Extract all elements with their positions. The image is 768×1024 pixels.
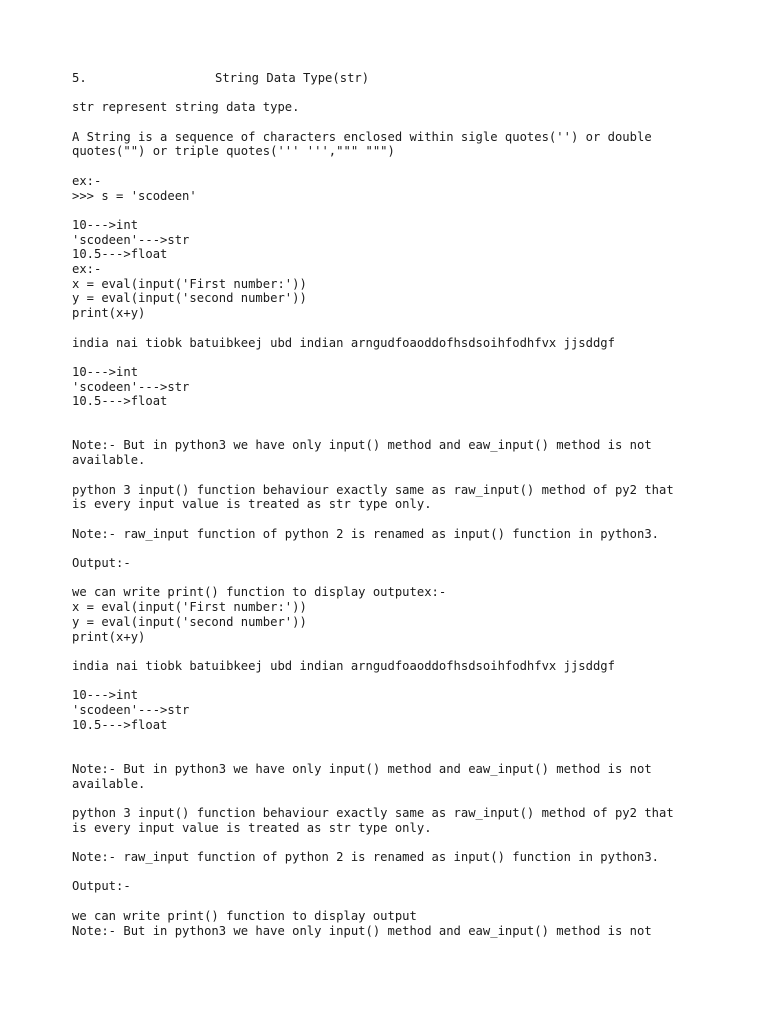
- text-line: Note:- But in python3 we have only input() method and eaw_input() method is not: [72, 761, 652, 776]
- text-paragraph: [72, 909, 752, 938]
- text-paragraph: [72, 438, 752, 467]
- text-paragraph: [72, 585, 752, 644]
- text-paragraph: [72, 556, 752, 571]
- text-line: Note:- But in python3 we have only input() method and eaw_input() method is not: [72, 923, 652, 938]
- text-line: python 3 input() function behaviour exactly same as raw_input() method of py2 that: [72, 805, 674, 820]
- text-line: 10--->int: [72, 688, 139, 703]
- text-paragraph: [72, 174, 752, 203]
- text-line: we can write print() function to display outputex:-: [72, 585, 447, 600]
- text-line: quotes("") or triple quotes(''' ''',""" """): [72, 144, 395, 159]
- text-line: print(x+y): [72, 629, 146, 644]
- text-line: 10.5--->float: [72, 717, 168, 732]
- document-body: [72, 100, 752, 938]
- text-line: >>> s = 'scodeen': [72, 188, 197, 203]
- text-line: available.: [72, 776, 146, 791]
- text-paragraph: [72, 527, 752, 542]
- text-line: ex:-: [72, 173, 102, 188]
- text-paragraph: [72, 100, 752, 115]
- text-line: A String is a sequence of characters enclosed within sigle quotes('') or double: [72, 129, 652, 144]
- text-paragraph: [72, 336, 752, 351]
- text-line: india nai tiobk batuibkeej ubd indian arngudfoaoddofhsdsoihfodhfvx jjsddgf: [72, 658, 615, 673]
- text-line: Output:-: [72, 556, 131, 571]
- text-line: str represent string data type.: [72, 100, 300, 115]
- text-line: india nai tiobk batuibkeej ubd indian arngudfoaoddofhsdsoihfodhfvx jjsddgf: [72, 335, 615, 350]
- text-paragraph: [72, 806, 752, 835]
- text-line: 10.5--->float: [72, 394, 168, 409]
- text-line: x = eval(input('First number:')): [72, 276, 307, 291]
- document-page: [72, 71, 752, 953]
- text-line: Note:- raw_input function of python 2 is renamed as input() function in python3.: [72, 526, 659, 541]
- text-paragraph: [72, 688, 752, 732]
- text-line: 10--->int: [72, 217, 139, 232]
- section-number: 5.: [72, 71, 87, 85]
- text-paragraph: [72, 850, 752, 865]
- text-line: available.: [72, 453, 146, 468]
- text-paragraph: [72, 218, 752, 321]
- text-line: 10--->int: [72, 364, 139, 379]
- text-line: ex:-: [72, 262, 102, 277]
- text-line: is every input value is treated as str type only.: [72, 497, 432, 512]
- text-line: print(x+y): [72, 306, 146, 321]
- text-paragraph: [72, 659, 752, 674]
- text-line: Note:- But in python3 we have only input() method and eaw_input() method is not: [72, 438, 652, 453]
- section-heading: [72, 71, 752, 86]
- text-paragraph: [72, 483, 752, 512]
- text-paragraph: [72, 130, 752, 159]
- text-line: is every input value is treated as str type only.: [72, 820, 432, 835]
- text-line: 10.5--->float: [72, 247, 168, 262]
- text-paragraph: [72, 365, 752, 409]
- text-line: we can write print() function to display output: [72, 908, 417, 923]
- text-line: 'scodeen'--->str: [72, 232, 190, 247]
- text-paragraph: [72, 879, 752, 894]
- text-line: python 3 input() function behaviour exactly same as raw_input() method of py2 that: [72, 482, 674, 497]
- section-title: String Data Type(str): [215, 71, 370, 85]
- text-line: Output:-: [72, 879, 131, 894]
- text-line: 'scodeen'--->str: [72, 379, 190, 394]
- text-line: y = eval(input('second number')): [72, 614, 307, 629]
- text-line: y = eval(input('second number')): [72, 291, 307, 306]
- text-line: Note:- raw_input function of python 2 is renamed as input() function in python3.: [72, 850, 659, 865]
- text-paragraph: [72, 762, 752, 791]
- text-line: x = eval(input('First number:')): [72, 600, 307, 615]
- text-line: 'scodeen'--->str: [72, 703, 190, 718]
